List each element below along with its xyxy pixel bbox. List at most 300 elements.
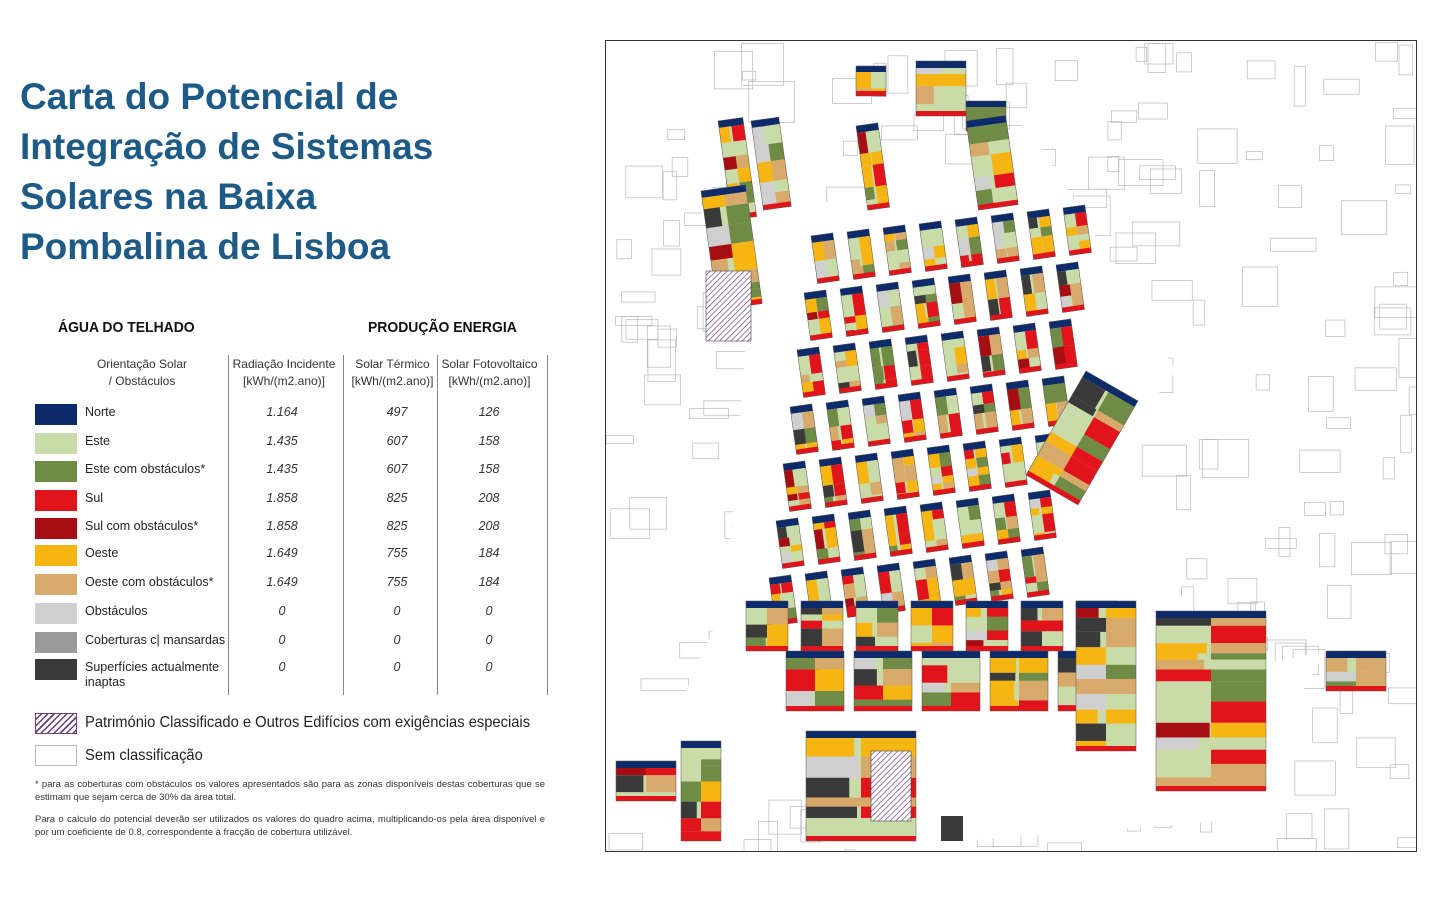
legend-radiation-value: 1.858 — [266, 519, 298, 533]
cadastral-outline — [1399, 45, 1413, 75]
cadastral-outline — [1309, 376, 1334, 411]
roof-segment — [818, 310, 830, 319]
cadastral-outline — [1394, 272, 1408, 285]
roof-segment — [941, 465, 953, 476]
roof-segment — [906, 480, 918, 492]
roof-segment — [945, 365, 954, 375]
cadastral-outline — [1177, 53, 1192, 72]
roof-segment — [1211, 618, 1266, 626]
roof-segment — [883, 686, 912, 700]
roof-segment — [616, 775, 643, 792]
legend-swatch — [35, 632, 77, 653]
roof-segment — [736, 154, 750, 168]
roof-segment — [1156, 643, 1207, 653]
col-header-pv-l2: [kWh/(m2.ano)] — [448, 374, 531, 388]
roof-segment — [856, 608, 873, 623]
roof-segment — [865, 416, 875, 425]
roof-segment — [991, 152, 1014, 176]
legend-row — [0, 543, 580, 569]
roof-segment — [966, 631, 987, 641]
roof-segment — [990, 673, 1015, 681]
roof-segment — [1075, 212, 1088, 227]
cadastral-outline — [1118, 160, 1163, 186]
roof-south — [856, 646, 898, 651]
roof-segment — [701, 818, 721, 831]
title-line-4: Pombalina de Lisboa — [20, 226, 391, 267]
legend-pv-value: 0 — [485, 633, 493, 647]
roof-segment — [916, 68, 943, 74]
building-block — [856, 66, 886, 96]
cadastral-outline — [630, 498, 667, 530]
roof-segment — [895, 482, 906, 494]
roof-segment — [953, 338, 965, 348]
roof-north — [1076, 601, 1136, 608]
roof-segment — [787, 494, 798, 502]
roof-segment — [1026, 583, 1036, 593]
roof-segment — [883, 365, 896, 380]
roof-segment — [964, 450, 974, 460]
roof-segment — [1059, 284, 1071, 297]
legend-swatch — [35, 518, 77, 539]
cadastral-outline — [1187, 559, 1207, 579]
building-block — [922, 651, 980, 711]
roof-segment — [806, 778, 849, 798]
roof-segment — [987, 631, 1008, 641]
legend-pv-value: 208 — [478, 491, 500, 505]
roof-segment — [768, 142, 784, 161]
cadastral-outline — [1200, 171, 1215, 207]
cadastral-outline — [744, 839, 771, 851]
map-canvas — [606, 41, 1416, 851]
legend-pv-value: 0 — [485, 660, 493, 674]
legend-pv-value: 126 — [478, 405, 500, 419]
roof-segment — [922, 658, 956, 665]
cadastral-outline — [1140, 166, 1176, 180]
roof-segment — [1106, 724, 1136, 741]
legend-radiation-value: 1.435 — [266, 434, 298, 448]
roof-segment — [876, 185, 889, 199]
legend-category — [85, 660, 219, 690]
patrimony-label: Património Classificado e Outros Edifícios com exigências especiais — [85, 714, 531, 731]
roof-segment — [1211, 777, 1266, 786]
legend-category — [85, 519, 198, 534]
legend-category-line: Sul com obstáculos* — [85, 519, 199, 533]
cadastral-outline — [668, 130, 685, 140]
roof-segment — [681, 759, 700, 765]
cadastral-outline — [1401, 415, 1412, 452]
cadastral-outline — [622, 292, 655, 302]
roof-segment — [646, 775, 676, 792]
roof-segment — [1356, 672, 1386, 682]
building-block — [751, 117, 791, 210]
roof-segment — [1106, 647, 1136, 665]
roof-segment — [845, 598, 855, 607]
roof-south — [806, 836, 916, 841]
roof-segment — [849, 518, 862, 531]
roof-segment — [916, 86, 934, 104]
roof-segment — [1211, 737, 1266, 749]
legend-category-line: Este com obstáculos* — [85, 462, 206, 476]
col-header-pv-l1: Solar Fotovoltaico — [441, 357, 538, 371]
building-block — [856, 601, 898, 651]
legend-row — [0, 572, 580, 598]
cadastral-outline — [881, 126, 917, 140]
roof-north — [1156, 611, 1266, 618]
roof-segment — [806, 798, 866, 807]
col-header-radiation — [228, 356, 340, 390]
patrimony-swatch — [35, 713, 77, 734]
legend-category-line: Coberturas c| mansardas — [85, 633, 226, 647]
roof-segment — [789, 536, 801, 546]
roof-segment — [806, 807, 857, 818]
cadastral-outline — [663, 172, 677, 200]
legend-pv-value: 184 — [478, 575, 500, 589]
legend-pv-value: 158 — [478, 434, 500, 448]
roof-north — [854, 651, 912, 658]
cadastral-outline — [741, 43, 783, 85]
roof-segment — [1356, 658, 1386, 672]
col-header-orientation — [82, 356, 202, 390]
cadastral-outline — [759, 821, 778, 851]
cadastral-outline — [1116, 233, 1155, 263]
roof-segment — [767, 608, 788, 625]
roof-south — [746, 646, 788, 651]
roof-segment — [1211, 681, 1266, 701]
roof-segment — [851, 259, 861, 267]
col-header-pv — [437, 356, 542, 390]
roof-segment — [990, 658, 1016, 673]
cadastral-outline — [749, 82, 795, 123]
cadastral-outline — [1390, 541, 1416, 573]
roof-segment — [823, 485, 835, 498]
cadastral-outline — [1324, 809, 1349, 849]
cadastral-outline — [1148, 43, 1166, 72]
building-block — [616, 761, 676, 801]
roof-segment — [1027, 348, 1039, 358]
roof-segment — [1106, 694, 1136, 710]
cadastral-outline — [1277, 838, 1316, 851]
cadastral-outline — [1313, 708, 1338, 743]
roof-north — [966, 601, 1008, 608]
legend-thermal-value: 607 — [386, 434, 408, 448]
legend-swatch — [35, 545, 77, 566]
roof-segment — [877, 623, 898, 637]
patrimony-building — [706, 271, 751, 341]
roof-segment — [616, 768, 649, 775]
roof-north — [990, 651, 1048, 658]
roof-segment — [951, 692, 980, 708]
legend-thermal-value: 755 — [386, 546, 408, 560]
roof-segment — [860, 517, 872, 530]
cadastral-outline — [1136, 47, 1147, 61]
roof-segment — [1016, 350, 1026, 360]
building-block — [1021, 601, 1063, 651]
legend-category-line: Sul — [85, 491, 104, 505]
roof-segment — [941, 68, 966, 74]
roof-segment — [781, 582, 793, 593]
cadastral-outline — [1357, 738, 1395, 768]
legend-radiation-value: 1.649 — [266, 575, 298, 589]
roof-segment — [1211, 643, 1266, 653]
roof-segment — [1076, 632, 1100, 647]
cadastral-outline — [622, 316, 637, 342]
roof-segment — [1211, 702, 1266, 723]
roof-segment — [932, 608, 953, 625]
cadastral-outline — [658, 329, 677, 347]
col-header-thermal — [345, 356, 440, 390]
cadastral-outline — [1320, 146, 1334, 161]
roof-segment — [1156, 618, 1212, 626]
roof-segment — [801, 374, 810, 383]
cadastral-outline — [693, 443, 719, 459]
roof-segment — [806, 757, 859, 778]
legend-radiation-value: 1.164 — [266, 405, 298, 419]
roof-segment — [956, 225, 968, 239]
cadastral-outline — [1304, 502, 1325, 515]
legend-swatch — [35, 574, 77, 595]
roof-segment — [815, 669, 844, 691]
roof-segment — [965, 458, 977, 469]
cadastral-outline — [626, 166, 663, 198]
patrimony-building — [871, 751, 911, 821]
legend-note-obstacles: * para as coberturas com obstáculos os valores apresentados são para as zonas disponíveis destas coberturas que se estimam que sejam cerca de 30% da área total. — [35, 779, 545, 803]
cadastral-outline — [648, 340, 676, 382]
roof-segment — [1156, 653, 1198, 659]
roof-segment — [967, 125, 990, 145]
roof-segment — [860, 153, 872, 167]
roof-north — [1326, 651, 1386, 658]
roof-segment — [1021, 621, 1042, 632]
roof-segment — [871, 72, 886, 89]
roof-north — [916, 61, 966, 68]
roof-segment — [974, 176, 991, 191]
col-header-radiation-l1: Radiação Incidente — [232, 357, 336, 371]
cadastral-outline — [652, 249, 681, 275]
legend-category — [85, 491, 103, 506]
cadastral-outline — [1177, 475, 1191, 509]
roof-segment — [1076, 710, 1098, 724]
roof-segment — [854, 582, 867, 598]
roof-north — [856, 601, 898, 608]
page-title — [20, 72, 580, 272]
roof-segment — [911, 625, 933, 643]
roof-segment — [816, 297, 829, 312]
cadastral-outline — [617, 240, 632, 259]
roof-segment — [977, 466, 989, 475]
title-line-3: Solares na Baixa — [20, 176, 317, 217]
cadastral-outline — [1199, 440, 1218, 469]
roof-segment — [1028, 218, 1038, 229]
cadastral-outline — [1110, 247, 1137, 261]
roof-segment — [1106, 632, 1136, 647]
roof-segment — [854, 669, 877, 685]
roof-segment — [731, 124, 746, 141]
roof-north — [806, 731, 916, 738]
legend-pv-value: 158 — [478, 462, 500, 476]
roof-segment — [1076, 694, 1109, 710]
roof-segment — [886, 251, 898, 265]
roof-segment — [1106, 710, 1136, 724]
cadastral-outline — [672, 158, 688, 177]
cadastral-outline — [1198, 129, 1237, 163]
roof-segment — [892, 457, 904, 467]
cadastral-outline — [1383, 458, 1394, 479]
cadastral-outline — [1132, 222, 1179, 246]
roof-segment — [854, 658, 875, 669]
legend-thermal-value: 825 — [386, 491, 408, 505]
no-classification-swatch — [35, 745, 77, 766]
building-block — [856, 123, 890, 210]
roof-segment — [1106, 618, 1136, 632]
roof-segment — [853, 574, 865, 583]
roof-segment — [681, 766, 697, 782]
legend-swatch — [35, 433, 77, 454]
roof-segment — [1156, 681, 1208, 701]
roof-segment — [856, 321, 868, 330]
building-block — [786, 651, 844, 711]
col-header-orientation-l2: / Obstáculos — [108, 374, 176, 388]
roof-segment — [922, 683, 945, 693]
roof-segment — [997, 558, 1009, 570]
roof-segment — [1021, 608, 1037, 621]
roof-segment — [984, 403, 996, 413]
legend-category — [85, 575, 214, 590]
roof-segment — [1156, 737, 1198, 749]
roof-segment — [1076, 618, 1108, 632]
legend-row — [0, 601, 580, 627]
cadastral-outline — [1388, 688, 1416, 704]
cadastral-outline — [1409, 387, 1416, 415]
roof-segment — [951, 665, 980, 682]
legend-swatch — [35, 490, 77, 511]
legend-thermal-value: 0 — [393, 633, 401, 647]
legend-category — [85, 604, 148, 619]
roof-segment — [1106, 679, 1136, 694]
building-block — [681, 741, 721, 841]
building-block — [966, 601, 1008, 651]
roof-segment — [863, 404, 876, 417]
cadastral-outline — [1193, 300, 1204, 325]
legend-category-line: Oeste com obstáculos* — [85, 575, 214, 589]
roof-segment — [780, 546, 789, 553]
roof-segment — [1211, 723, 1266, 738]
cadastral-outline — [1294, 66, 1305, 106]
roof-segment — [932, 509, 944, 520]
legend-category-line: inaptas — [85, 675, 126, 689]
cadastral-outline — [769, 800, 801, 834]
roof-segment — [1042, 621, 1063, 632]
roof-segment — [951, 683, 980, 693]
roof-segment — [877, 608, 898, 623]
roof-segment — [681, 802, 697, 819]
legend-thermal-value: 825 — [386, 519, 408, 533]
roof-segment — [1040, 226, 1052, 237]
roof-segment — [969, 142, 989, 157]
roof-segment — [939, 452, 952, 467]
roof-segment — [1029, 228, 1039, 238]
no-classification-label: Sem classificação — [85, 747, 203, 764]
cadastral-outline — [1295, 761, 1336, 795]
roof-south — [854, 706, 912, 711]
cadastral-outline — [1375, 287, 1416, 318]
roof-north — [681, 741, 721, 748]
roof-segment — [933, 245, 946, 258]
cadastral-outline — [1340, 690, 1353, 714]
legend-thermal-value: 497 — [386, 405, 408, 419]
solar-potential-map — [605, 40, 1417, 852]
cadastral-outline — [1330, 501, 1343, 515]
legend-radiation-value: 1.649 — [266, 546, 298, 560]
roof-segment — [967, 224, 980, 238]
roof-segment — [1003, 220, 1016, 233]
cadastral-outline — [1327, 585, 1351, 618]
roof-segment — [987, 617, 1008, 631]
legend-row — [0, 459, 580, 485]
cadastral-outline — [1320, 533, 1335, 567]
roof-segment — [701, 759, 721, 765]
roof-segment — [1211, 670, 1266, 682]
roof-segment — [840, 424, 853, 439]
col-header-orientation-l1: Orientação Solar — [96, 357, 188, 371]
cadastral-outline — [641, 679, 689, 691]
roof-segment — [883, 669, 912, 685]
roof-segment — [1211, 750, 1266, 764]
title-line-2: Integração de Sistemas — [20, 126, 434, 167]
legend-swatch — [35, 404, 77, 425]
cadastral-outline — [1397, 838, 1416, 848]
building-block — [990, 651, 1048, 711]
roof-segment — [998, 569, 1011, 583]
legend-radiation-value: 1.858 — [266, 491, 298, 505]
roof-segment — [990, 681, 1014, 701]
legend-swatch — [35, 461, 77, 482]
roof-segment — [906, 344, 915, 352]
roof-segment — [845, 350, 857, 360]
roof-segment — [1037, 581, 1049, 591]
roof-segment — [1211, 653, 1266, 659]
roof-segment — [896, 239, 908, 251]
roof-north — [911, 601, 953, 608]
cadastral-outline — [1341, 201, 1386, 235]
cadastral-outline — [1247, 61, 1275, 79]
roof-segment — [729, 222, 754, 244]
roof-segment — [1000, 581, 1012, 590]
roof-north — [856, 66, 886, 72]
roof-segment — [646, 768, 676, 775]
roof-segment — [885, 241, 896, 252]
cadastral-outline — [1048, 843, 1082, 851]
legend-radiation-value: 1.435 — [266, 462, 298, 476]
roof-segment — [1106, 665, 1136, 679]
building-block — [1076, 601, 1136, 751]
legend-radiation-value: 0 — [278, 633, 286, 647]
roof-segment — [902, 420, 914, 434]
legend-category — [85, 633, 225, 648]
cadastral-outline — [1324, 79, 1359, 94]
roof-segment — [883, 658, 912, 669]
building-block — [854, 651, 912, 711]
roof-segment — [924, 285, 936, 295]
roof-segment — [1012, 450, 1024, 463]
roof-segment — [815, 658, 844, 669]
roof-segment — [982, 391, 995, 404]
roof-segment — [801, 621, 823, 629]
legend-row — [0, 402, 580, 428]
cadastral-outline — [1202, 439, 1248, 477]
cadastral-outline — [1351, 543, 1391, 575]
cadastral-outline — [1385, 534, 1408, 553]
legend-category — [85, 405, 116, 420]
